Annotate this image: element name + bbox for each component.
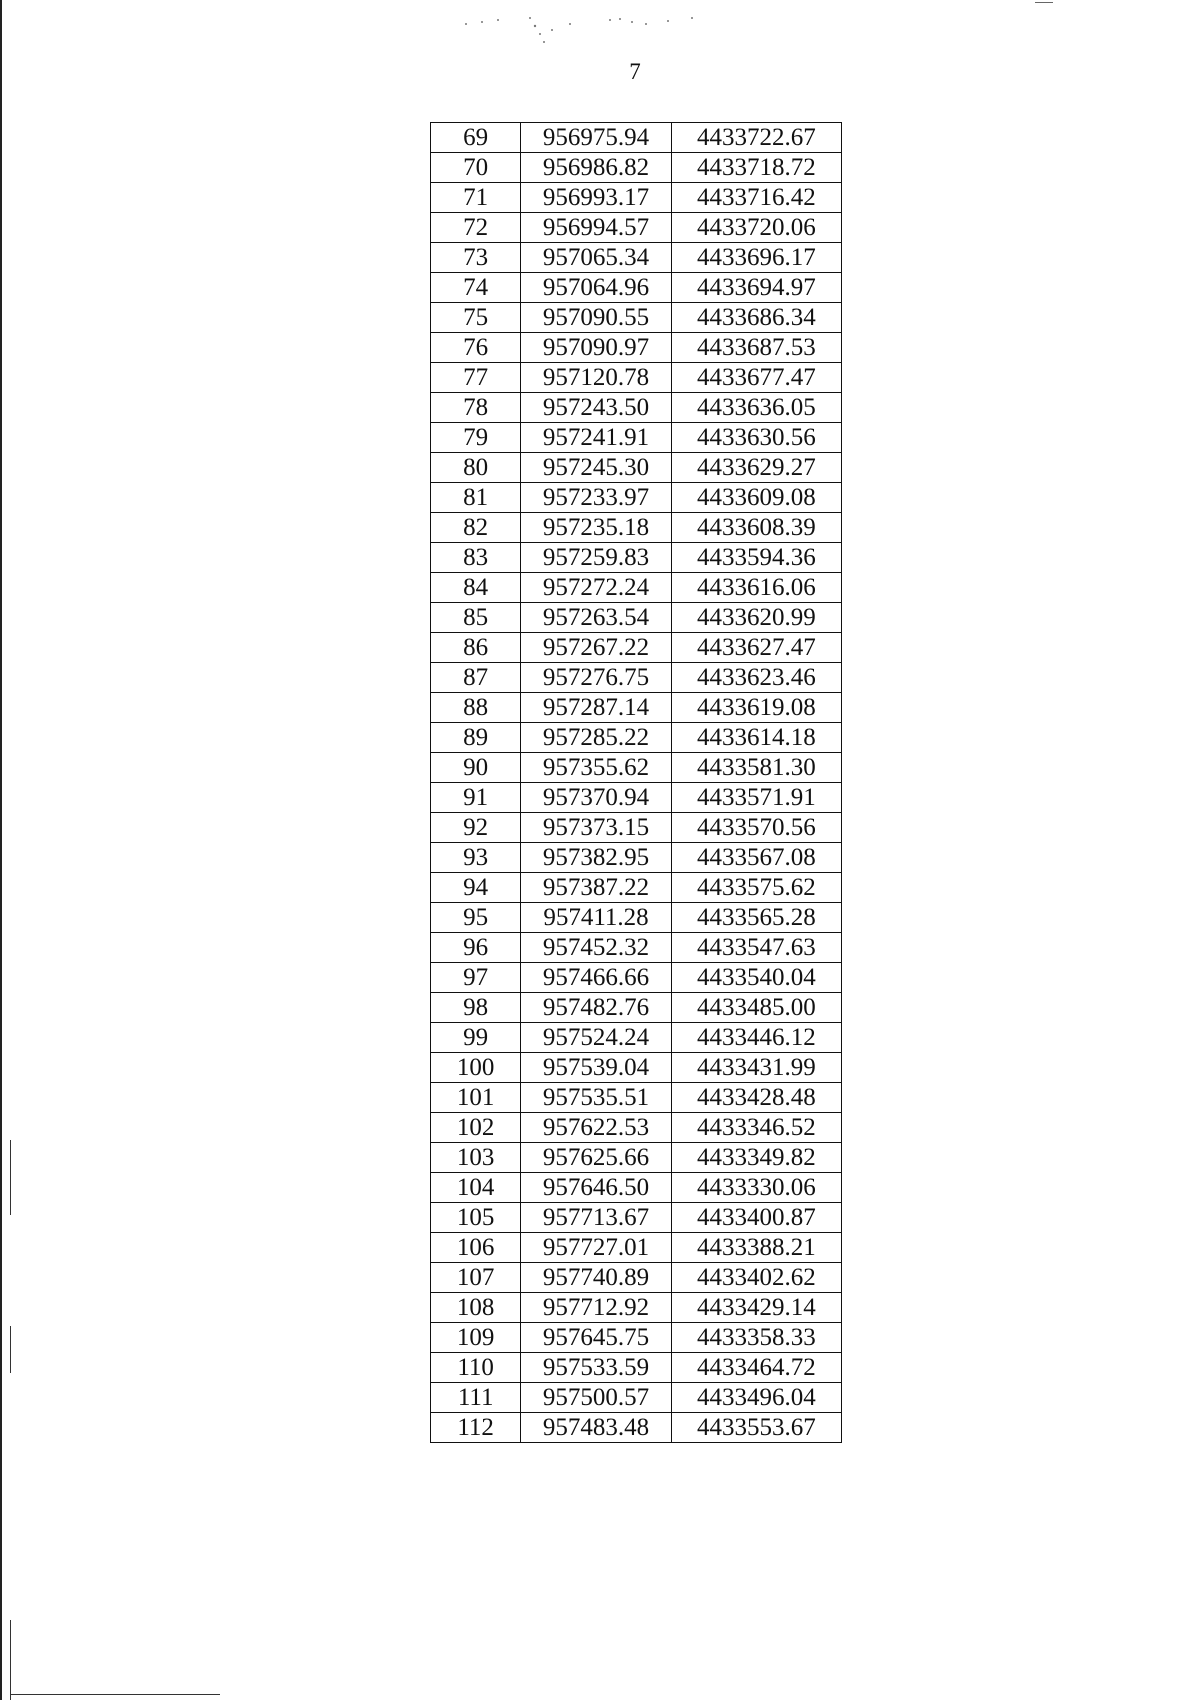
point-number-cell: 86	[431, 633, 521, 663]
point-number-cell: 106	[431, 1233, 521, 1263]
x-coordinate-cell: 957090.55	[521, 303, 671, 333]
x-coordinate-cell: 957064.96	[521, 273, 671, 303]
y-coordinate-cell: 4433485.00	[671, 993, 841, 1023]
x-coordinate-cell: 957539.04	[521, 1053, 671, 1083]
table-row	[431, 453, 842, 483]
x-coordinate-cell: 957712.92	[521, 1293, 671, 1323]
x-coordinate-cell: 957524.24	[521, 1023, 671, 1053]
x-coordinate-cell: 957382.95	[521, 843, 671, 873]
y-coordinate-cell: 4433623.46	[671, 663, 841, 693]
y-coordinate-cell: 4433722.67	[671, 123, 841, 153]
y-coordinate-cell: 4433630.56	[671, 423, 841, 453]
y-coordinate-cell: 4433547.63	[671, 933, 841, 963]
point-number-cell: 76	[431, 333, 521, 363]
point-number-cell: 77	[431, 363, 521, 393]
y-coordinate-cell: 4433429.14	[671, 1293, 841, 1323]
table-row	[431, 423, 842, 453]
x-coordinate-cell: 957500.57	[521, 1383, 671, 1413]
table-row	[431, 993, 842, 1023]
point-number-cell: 87	[431, 663, 521, 693]
table-row	[431, 1293, 842, 1323]
y-coordinate-cell: 4433400.87	[671, 1203, 841, 1233]
point-number-cell: 83	[431, 543, 521, 573]
point-number-cell: 79	[431, 423, 521, 453]
x-coordinate-cell: 957622.53	[521, 1113, 671, 1143]
table-row	[431, 483, 842, 513]
y-coordinate-cell: 4433609.08	[671, 483, 841, 513]
coordinates-table	[430, 122, 842, 1443]
y-coordinate-cell: 4433608.39	[671, 513, 841, 543]
table-row	[431, 393, 842, 423]
point-number-cell: 84	[431, 573, 521, 603]
table-row	[431, 813, 842, 843]
y-coordinate-cell: 4433358.33	[671, 1323, 841, 1353]
table-row	[431, 153, 842, 183]
point-number-cell: 109	[431, 1323, 521, 1353]
point-number-cell: 90	[431, 753, 521, 783]
coordinates-table-body	[431, 123, 842, 1443]
y-coordinate-cell: 4433567.08	[671, 843, 841, 873]
point-number-cell: 99	[431, 1023, 521, 1053]
table-row	[431, 1263, 842, 1293]
scan-mark	[10, 1694, 220, 1695]
x-coordinate-cell: 957466.66	[521, 963, 671, 993]
y-coordinate-cell: 4433575.62	[671, 873, 841, 903]
point-number-cell: 92	[431, 813, 521, 843]
x-coordinate-cell: 957241.91	[521, 423, 671, 453]
x-coordinate-cell: 957387.22	[521, 873, 671, 903]
x-coordinate-cell: 957259.83	[521, 543, 671, 573]
point-number-cell: 69	[431, 123, 521, 153]
x-coordinate-cell: 957120.78	[521, 363, 671, 393]
x-coordinate-cell: 957483.48	[521, 1413, 671, 1443]
point-number-cell: 104	[431, 1173, 521, 1203]
table-row	[431, 573, 842, 603]
point-number-cell: 94	[431, 873, 521, 903]
page-number: 7	[629, 59, 641, 84]
table-row	[431, 1383, 842, 1413]
point-number-cell: 103	[431, 1143, 521, 1173]
scan-mark	[1035, 2, 1053, 3]
y-coordinate-cell: 4433696.17	[671, 243, 841, 273]
table-row	[431, 243, 842, 273]
y-coordinate-cell: 4433496.04	[671, 1383, 841, 1413]
x-coordinate-cell: 957535.51	[521, 1083, 671, 1113]
x-coordinate-cell: 957452.32	[521, 933, 671, 963]
y-coordinate-cell: 4433614.18	[671, 723, 841, 753]
y-coordinate-cell: 4433620.99	[671, 603, 841, 633]
y-coordinate-cell: 4433718.72	[671, 153, 841, 183]
point-number-cell: 108	[431, 1293, 521, 1323]
scan-mark	[10, 1326, 11, 1373]
point-number-cell: 78	[431, 393, 521, 423]
table-row	[431, 543, 842, 573]
x-coordinate-cell: 957090.97	[521, 333, 671, 363]
table-row	[431, 183, 842, 213]
x-coordinate-cell: 956994.57	[521, 213, 671, 243]
point-number-cell: 97	[431, 963, 521, 993]
x-coordinate-cell: 957645.75	[521, 1323, 671, 1353]
scan-mark	[10, 1140, 11, 1215]
table-row	[431, 753, 842, 783]
table-row	[431, 783, 842, 813]
point-number-cell: 93	[431, 843, 521, 873]
x-coordinate-cell: 957285.22	[521, 723, 671, 753]
x-coordinate-cell: 957740.89	[521, 1263, 671, 1293]
point-number-cell: 102	[431, 1113, 521, 1143]
table-row	[431, 1053, 842, 1083]
table-row	[431, 213, 842, 243]
y-coordinate-cell: 4433330.06	[671, 1173, 841, 1203]
y-coordinate-cell: 4433446.12	[671, 1023, 841, 1053]
table-row	[431, 1413, 842, 1443]
table-row	[431, 1233, 842, 1263]
scan-mark	[10, 1620, 11, 1700]
table-row	[431, 603, 842, 633]
point-number-cell: 81	[431, 483, 521, 513]
y-coordinate-cell: 4433571.91	[671, 783, 841, 813]
y-coordinate-cell: 4433565.28	[671, 903, 841, 933]
y-coordinate-cell: 4433388.21	[671, 1233, 841, 1263]
point-number-cell: 101	[431, 1083, 521, 1113]
y-coordinate-cell: 4433629.27	[671, 453, 841, 483]
x-coordinate-cell: 957482.76	[521, 993, 671, 1023]
table-row	[431, 903, 842, 933]
x-coordinate-cell: 957233.97	[521, 483, 671, 513]
table-row	[431, 123, 842, 153]
x-coordinate-cell: 957646.50	[521, 1173, 671, 1203]
table-row	[431, 963, 842, 993]
x-coordinate-cell: 956975.94	[521, 123, 671, 153]
point-number-cell: 82	[431, 513, 521, 543]
point-number-cell: 80	[431, 453, 521, 483]
y-coordinate-cell: 4433402.62	[671, 1263, 841, 1293]
y-coordinate-cell: 4433616.06	[671, 573, 841, 603]
x-coordinate-cell: 957263.54	[521, 603, 671, 633]
table-row	[431, 723, 842, 753]
table-row	[431, 633, 842, 663]
y-coordinate-cell: 4433540.04	[671, 963, 841, 993]
table-row	[431, 873, 842, 903]
point-number-cell: 105	[431, 1203, 521, 1233]
y-coordinate-cell: 4433349.82	[671, 1143, 841, 1173]
y-coordinate-cell: 4433570.56	[671, 813, 841, 843]
y-coordinate-cell: 4433619.08	[671, 693, 841, 723]
y-coordinate-cell: 4433686.34	[671, 303, 841, 333]
table-row	[431, 1113, 842, 1143]
x-coordinate-cell: 957625.66	[521, 1143, 671, 1173]
y-coordinate-cell: 4433636.05	[671, 393, 841, 423]
point-number-cell: 75	[431, 303, 521, 333]
x-coordinate-cell: 957713.67	[521, 1203, 671, 1233]
x-coordinate-cell: 957533.59	[521, 1353, 671, 1383]
table-row	[431, 1083, 842, 1113]
scan-edge-left	[0, 0, 2, 1700]
point-number-cell: 74	[431, 273, 521, 303]
x-coordinate-cell: 957267.22	[521, 633, 671, 663]
x-coordinate-cell: 957276.75	[521, 663, 671, 693]
point-number-cell: 110	[431, 1353, 521, 1383]
point-number-cell: 71	[431, 183, 521, 213]
point-number-cell: 91	[431, 783, 521, 813]
table-row	[431, 1023, 842, 1053]
point-number-cell: 100	[431, 1053, 521, 1083]
table-row	[431, 1353, 842, 1383]
x-coordinate-cell: 957235.18	[521, 513, 671, 543]
y-coordinate-cell: 4433431.99	[671, 1053, 841, 1083]
table-row	[431, 843, 842, 873]
point-number-cell: 85	[431, 603, 521, 633]
table-row	[431, 303, 842, 333]
y-coordinate-cell: 4433687.53	[671, 333, 841, 363]
point-number-cell: 111	[431, 1383, 521, 1413]
x-coordinate-cell: 957411.28	[521, 903, 671, 933]
x-coordinate-cell: 957245.30	[521, 453, 671, 483]
point-number-cell: 112	[431, 1413, 521, 1443]
point-number-cell: 95	[431, 903, 521, 933]
y-coordinate-cell: 4433581.30	[671, 753, 841, 783]
x-coordinate-cell: 956986.82	[521, 153, 671, 183]
y-coordinate-cell: 4433694.97	[671, 273, 841, 303]
point-number-cell: 88	[431, 693, 521, 723]
y-coordinate-cell: 4433428.48	[671, 1083, 841, 1113]
y-coordinate-cell: 4433677.47	[671, 363, 841, 393]
table-row	[431, 1203, 842, 1233]
table-row	[431, 333, 842, 363]
table-row	[431, 1323, 842, 1353]
point-number-cell: 73	[431, 243, 521, 273]
point-number-cell: 107	[431, 1263, 521, 1293]
y-coordinate-cell: 4433594.36	[671, 543, 841, 573]
table-row	[431, 273, 842, 303]
table-row	[431, 1143, 842, 1173]
x-coordinate-cell: 957272.24	[521, 573, 671, 603]
x-coordinate-cell: 957727.01	[521, 1233, 671, 1263]
x-coordinate-cell: 957243.50	[521, 393, 671, 423]
table-row	[431, 933, 842, 963]
y-coordinate-cell: 4433627.47	[671, 633, 841, 663]
x-coordinate-cell: 956993.17	[521, 183, 671, 213]
table-row	[431, 513, 842, 543]
table-row	[431, 1173, 842, 1203]
x-coordinate-cell: 957355.62	[521, 753, 671, 783]
y-coordinate-cell: 4433720.06	[671, 213, 841, 243]
y-coordinate-cell: 4433553.67	[671, 1413, 841, 1443]
y-coordinate-cell: 4433464.72	[671, 1353, 841, 1383]
point-number-cell: 98	[431, 993, 521, 1023]
point-number-cell: 89	[431, 723, 521, 753]
point-number-cell: 72	[431, 213, 521, 243]
x-coordinate-cell: 957287.14	[521, 693, 671, 723]
y-coordinate-cell: 4433716.42	[671, 183, 841, 213]
point-number-cell: 70	[431, 153, 521, 183]
y-coordinate-cell: 4433346.52	[671, 1113, 841, 1143]
x-coordinate-cell: 957370.94	[521, 783, 671, 813]
table-row	[431, 693, 842, 723]
x-coordinate-cell: 957065.34	[521, 243, 671, 273]
point-number-cell: 96	[431, 933, 521, 963]
scan-noise	[460, 14, 740, 48]
table-row	[431, 663, 842, 693]
table-row	[431, 363, 842, 393]
x-coordinate-cell: 957373.15	[521, 813, 671, 843]
